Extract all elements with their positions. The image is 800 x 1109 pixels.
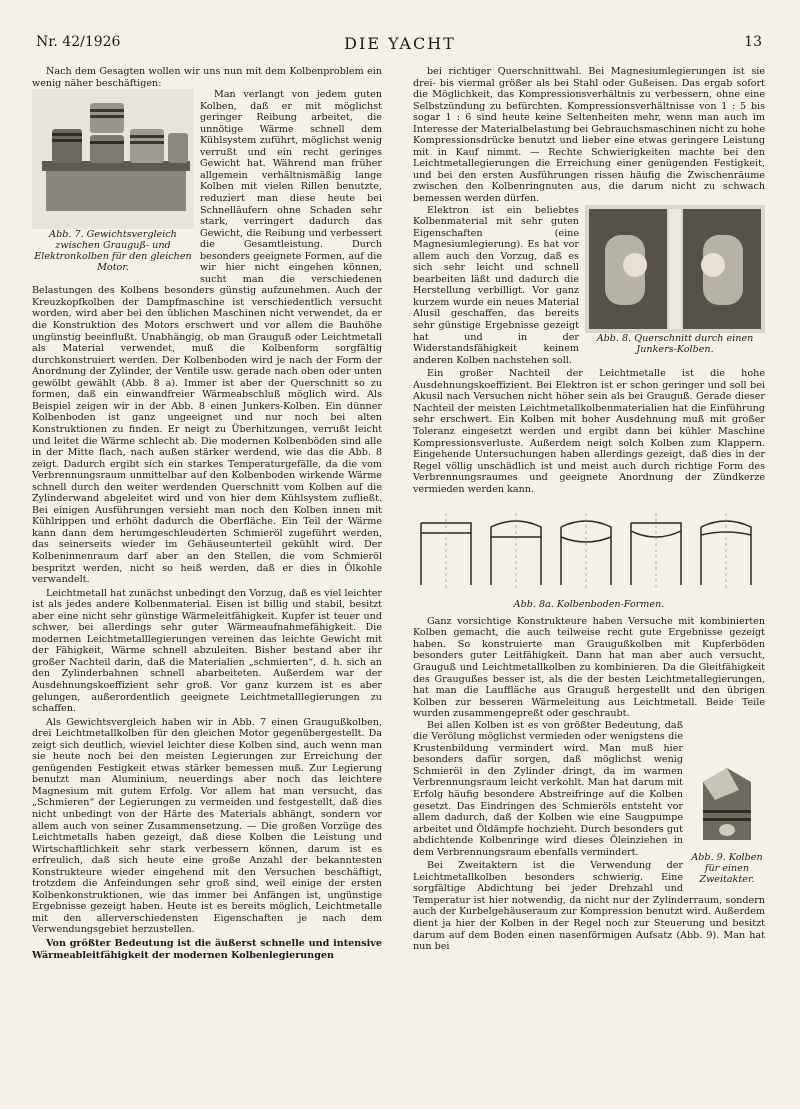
issue-number: Nr. 42/1926: [36, 34, 121, 50]
piston-cross-section: [585, 205, 765, 333]
two-stroke-piston-image: [689, 760, 765, 852]
figure-abb7: [32, 89, 194, 273]
cross-section-image: [585, 205, 765, 333]
left-column: [32, 66, 382, 961]
paragraph: bei richtiger Querschnittwahl. Bei Magnesiumlegierungen ist sie drei- bis viermal größer als bei Stahl oder Gußeisen. Das ergab sofort die Möglichkeit, das Kompressionsverhältnis zu verbessern, ohne eine Selbstzündung zu befürchten. Kompressionsverhältnisse von 1 : 5 bis sogar 1 : 6 sind heute keine Seltenheiten mehr, wenn man auch im Interesse der Materialbelastung bei Gebrauchsmaschinen nicht zu hohe Kompressionsdrücke benutzt und lieber eine etwas geringere Leistung mit in Kauf nimmt. — Rechte Schwierigkeiten machte bei den Leichtmetallegierungen die Erreichung einer genügenden Festigkeit, und bei den ersten Ausführungen rissen häufig die Zwischenräume zwischen den Kolbenringnuten aus, die darum nicht zu schwach bemessen werden dürfen.: [413, 66, 765, 205]
figure-abb8: [585, 205, 765, 355]
magazine-title: DIE YACHT: [344, 34, 456, 53]
page-number: 13: [744, 34, 762, 50]
figure-caption: Abb. 7. Gewichtsvergleich zwischen Grauguß- und Elektronkolben für den gleichen Motor.: [34, 229, 192, 274]
figure-abb9: [689, 760, 765, 885]
figure-caption: Abb. 8a. Kolbenboden-Formen.: [513, 598, 665, 610]
paragraph: Bei allen Kolben ist es von größter Bedeutung, daß die Verölung möglichst vermieden oder wenigstens die Krustenbildung vermindert wird. Man muß hier besonders dafür sorgen, daß möglichst wenig Schmieröl in den Zylinder dringt, da im warmen Verbrennungsraum leicht verkohlt. Man hat darum mit Erfolg häufig besondere Abstreifringe auf die Kolben gesetzt. Das Eindringen des Schmieröls entsteht vor allem dadurch, daß der Kolben wie eine Saugpumpe arbeitet und Öldämpfe hochzieht. Durch besonders gut abdichtende Kolbenringe wird dieses Öleinziehen in dem Verbrennungsraum ebenfalls vermindert.: [413, 719, 683, 858]
right-column: [413, 66, 765, 953]
piston-head-shapes: [413, 503, 765, 595]
figure-caption: Abb. 9. Kolben für einen Zweitakter.: [691, 851, 763, 885]
two-stroke-piston-photo: [689, 760, 765, 852]
figure-abb8a: [413, 503, 765, 610]
paragraph: Bei Zweitaktern ist die Verwendung der Leichtmetallkolben besonders schwierig. Eine sorgfältige Abdichtung bei jeder Drehzahl und Temperatur ist hier notwendig, da nicht nur der Zylinderraum, sondern auch der Kurbelgehäuseraum zur Kompression benutzt wird. Außerdem dient ja hier der Kolben in der Regel noch zur Steuerung und besitzt darum auf dem Boden einen nasenförmigen Aufsatz (Abb. 9). Man hat nun bei: [413, 860, 765, 953]
paragraph: Ein großer Nachteil der Leichtmetalle ist die hohe Ausdehnungskoeffizient. Bei Elektron ist er schon geringer und soll bei Akusil nach Versuchen nicht höher sein als bei Grauguß. Gerade dieser Nachteil der meisten Leichtmetallkolbenmaterialien hat die Einführung sehr erschwert. Ein Kolben mit hoher Ausdehnung muß mit großer Toleranz eingesetzt werden und ergibt dann bei kühler Maschine Kompressionsverluste. Außerdem neigt solch Kolben zum Klappern. Eingehende Untersuchungen haben allerdings gezeigt, daß dies in der Regel völlig unschädlich ist und meist auch durch richtige Form des Verbrennungsraumes und geeignete Anordnung der Zündkerze vermieden werden kann.: [413, 368, 765, 495]
paragraph: Nach dem Gesagten wollen wir uns nun mit dem Kolbenproblem ein wenig näher beschäftigen:: [32, 66, 382, 89]
paragraph: Leichtmetall hat zunächst unbedingt den Vorzug, daß es viel leichter ist als jedes andere Kolbenmaterial. Eisen ist billig und stabil, besitzt aber eine nicht sehr günstige Wärmeleitfähigkeit. Kupfer ist teuer und schwer, bei allerdings sehr guter Wärmeaufnahmefähigkeit. Die modernen Leichtmetalllegierungen vereinen das leichte Gewicht mit der Fähigkeit, Wärme schnell abzuleiten. Bisher bestand aber ihr großer Nachteil darin, daß die Materialien „schmierten“, d. h. sich an den Zylinderbahnen schnell abarbeiteten. Außerdem war der Ausdehnungskoeffizient sehr groß. Vor ganz kurzem ist es aber gelungen, außerordentlich geeignete Leichtmetalllegierungen zu schaffen.: [32, 587, 382, 715]
paragraph: Elektron ist ein beliebtes Kolbenmaterial mit sehr guten Eigenschaften (eine Magnesiumlegierung). Es hat vor allem auch den Vorzug, daß es sich sehr leicht und schnell bearbeiten läßt und dadurch die Herstellung verbilligt. Vor ganz kurzem wurde ein neues Material Alusil geschaffen, das bereits sehr günstige Ergebnisse gezeigt hat und in der Widerstandsfähigkeit keinem anderen Kolben nachstehen soll.: [413, 204, 579, 366]
paragraph: Man verlangt von jedem guten Kolben, daß er mit möglichst geringer Reibung arbeitet, die unnötige Wärme schnell dem Kühlsystem zuführt, möglichst wenig verrußt und ein recht geringes Gewicht hat. Während man früher allgemein verhältnismäßig lange Kolben mit vielen Rillen benutzte, reduziert man diese heute bei Schnelläufern ohne Schaden sehr stark, verringert dadurch das Gewicht, die Reibung und verbessert die Gesamtleistung. Durch besonders geeignete Formen, auf die wir hier nicht eingehen können, sucht man die verschiedenen Belastungen des Kolbens besonders günstig aufzunehmen. Auch der Kreuzkopfkolben der Dampfmaschine ist verschiedentlich versucht worden, wird aber bei den üblichen Maschinen nicht verwendet, da er die Konstruktion des Motors erschwert und vor allem die Bauhöhe ungünstig beeinflußt. Unabhängig, ob man Grauguß oder Leichtmetall als Material verwendet, muß die Kolbenform sorgfältig durchkonstruiert werden. Der Kolbenboden wird je nach der Form der Anordnung der Zylinder, der Ventile usw. gerade nach oben oder unten gewölbt gewählt (Abb. 8 a). Immer ist aber der Querschnitt so zu formen, daß ein einwandfreier Wärmeabschluß möglich wird. Als Beispiel zeigen wir in der Abb. 8 einen Junkers-Kolben. Ein dünner Kolbenboden ist ganz ungeeignet und nur noch bei alten Konstruktionen zu finden. Er neigt zu Überhitzungen, verrußt leicht und leitet die Wärme schlecht ab. Die modernen Kolbenböden sind alle in der Mitte flach, nach außen stärker werdend, wie das die Abb. 8 zeigt. Dadurch ergibt sich ein starkes Temperaturgefälle, da die vom Verbrennungsraum unmittelbar auf den Kolbenboden wirkende Wärme schnell durch den weiter werdenden Querschnitt vom Kolben auf die Zylinderwand abgeleitet wird und von hier dem Kühlsystem zufließt. Bei einigen Ausführungen versieht man noch den Kolben innen mit Kühlrippen und erhöht dadurch die Oberfläche. Ein Teil der Wärme kann dann dem herumgeschleuderten Schmieröl zugeführt werden, das seinerseits wieder im Gehäuseunterteil gekühlt wird. Der Kolbeninnenraum darf aber an den Stellen, die vom Schmieröl bespritzt werden, nicht so heiß werden, daß er dies in Ölkohle verwandelt.: [32, 89, 382, 586]
pistons-photo: [32, 89, 194, 229]
figure-caption: Abb. 8. Querschnitt durch einen Junkers-Kolben.: [596, 332, 754, 355]
pistons-image: [32, 89, 194, 229]
paragraph: Ganz vorsichtige Konstrukteure haben Versuche mit kombinierten Kolben gemacht, die auch teilweise recht gute Ergebnisse gezeigt haben. So konstruierte man Graugußkolben mit Kupferböden besonders guter Leitfähigkeit. Dann hat man aber auch versucht, Grauguß und Leichtmetallkolben zu kombinieren. Da die Gleitfähigkeit des Graugußes besser ist, als die der besten Leichtmetallegierungen, hat man die Lauffläche aus Grauguß hergestellt und den übrigen Kolben zur besseren Wärmeleitung aus Leichtmetall. Beide Teile wurden zusammengepreßt oder geschraubt.: [413, 615, 765, 720]
paragraph: Als Gewichtsvergleich haben wir in Abb. 7 einen Graugußkolben, drei Leichtmetallkolben für den gleichen Motor gegenübergestellt. Da zeigt sich deutlich, wieviel leichter diese Kolben sind, auch wenn man sie heute noch bei den meisten Legierungen zur Erreichung der genügenden Festigkeit etwas stärker bemessen muß. Zur Legierung benutzt man Aluminium, neuerdings aber noch das leichtere Magnesium mit gutem Erfolg. Vor allem hat man versucht, das „Schmieren“ der Legierungen zu vermeiden und festgestellt, daß dies nicht unbedingt von der Härte des Materials abhängt, sondern vor allem auch von seiner Zusammensetzung. — Die großen Vorzüge des Leichtmetalls haben gezeigt, daß diese Kolben die Leistung und Wirtschaftlichkeit sehr stark verbessern können, darum ist es erfreulich, daß sich heute eine große Anzahl der bekanntesten Konstrukteure wieder eingehend mit den Versuchen beschäftigt, trotzdem die Anfeindungen sehr groß sind, weil einige der ersten Kolbenkonstruktionen, wie das immer bei Anfängen ist, ungünstige Ergebnisse gezeigt haben. Heute ist es bereits möglich, Leichtmetalle mit den allerverschiedensten Eigenschaften je nach dem Verwendungsgebiet herzustellen.: [32, 716, 382, 936]
paragraph: Von größter Bedeutung ist die äußerst schnelle und intensive Wärmeableitfähigkeit der modernen Kolbenlegierungen: [32, 938, 382, 961]
